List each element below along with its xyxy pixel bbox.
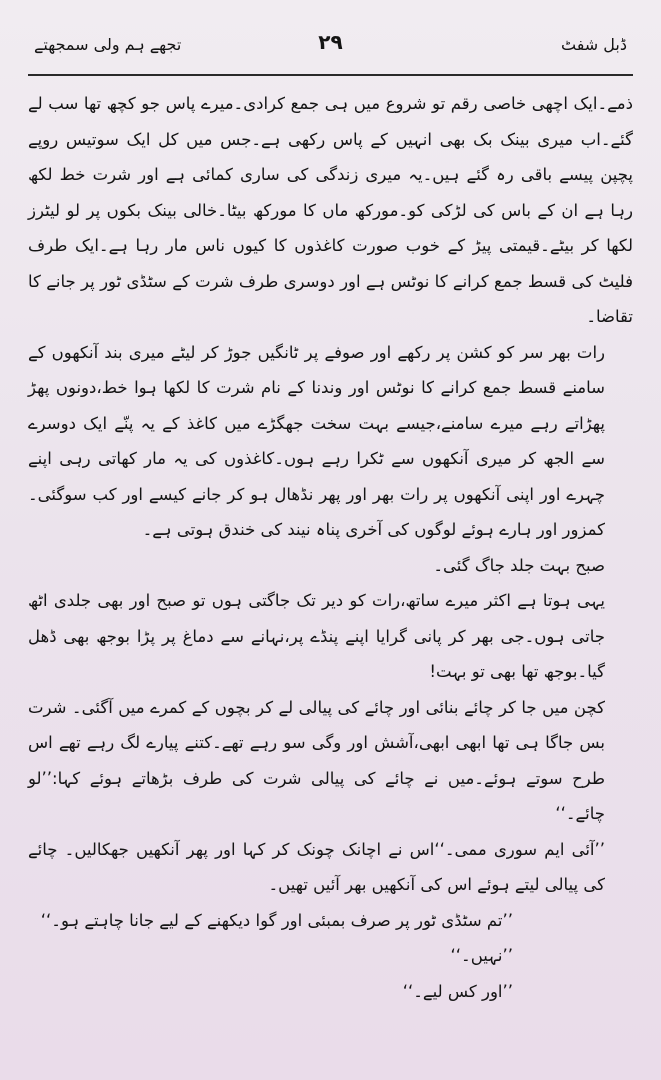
paragraph: صبح بہت جلد جاگ گئی۔	[433, 555, 605, 575]
paragraph: ’’آئی ایم سوری ممی۔‘‘اس نے اچانک چونک کر کہا اور پھر آنکھیں جھکالیں۔ چائے کی پیالی لیتے ہوئے اس کی آنکھیں بھر آئیں تھیں۔	[28, 839, 605, 894]
page-number: ۲۹	[318, 30, 343, 54]
chapter-title: تجھے ہم ولی سمجھتے	[34, 35, 182, 54]
page-header	[28, 30, 633, 76]
paragraph: یہی ہوتا ہے اکثر میرے ساتھ،رات کو دیر تک جاگتی ہوں تو صبح اور بھی جلدی اٹھ جاتی ہوں۔جی بھر کر پانی گرایا اپنے پنڈے پر،نہانے سے دماغ پر پڑا بوجھ بھی ڈھل گیا۔بوجھ تھا بھی تو بہت!	[28, 591, 605, 681]
paragraph: ذمے۔ایک اچھی خاصی رقم تو شروع میں ہی جمع کرادی۔میرے پاس جو کچھ تھا سب لے گئے۔اب میری بینک بک بھی انہیں کے پاس رکھی ہے۔جس میں کل ایک سوتیس روپے پچپن پیسے باقی رہ گئے ہیں۔یہ میری زندگی کی ساری کمائی ہے اور شرت خط لکھ رہا ہے ان کے باس کی لڑکی کو۔مورکھ ماں کا مورکھ بیٹا۔خالی بینک بکوں پر لو لیٹرز لکھا کر بیٹے۔قیمتی پیڑ کے خوب صورت کاغذوں کا کیوں ناس مار رہا ہے۔ایک طرف فلیٹ کی قسط جمع کرانے کا نوٹس ہے اور دوسری طرف شرت کے سٹڈی ٹور پر جانے کا تقاضا۔	[28, 94, 633, 326]
dialogue-line: ’’اور کس لیے۔‘‘	[402, 981, 513, 1001]
page-body	[28, 86, 633, 1009]
book-title: ڈبل شفٹ	[561, 35, 627, 54]
dialogue-line: ’’تم سٹڈی ٹور پر صرف بمبئی اور گوا دیکھنے کے لیے جانا چاہتے ہو۔‘‘	[40, 910, 513, 930]
paragraph: رات بھر سر کو کشن پر رکھے اور صوفے پر ٹانگیں جوڑ کر لیٹے میری بند آنکھوں کے سامنے قسط جمع کرانے کا نوٹس اور وندنا کے نام شرت کا لکھا ہوا خط،دونوں پھڑ پھڑاتے رہے میرے سامنے،جیسے بہت سخت جھگڑے میں کاغذ کے یہ پنّے ایک دوسرے سے الجھ کر میری آنکھوں سے ٹکرا رہے ہوں۔کاغذوں کی یہ مار کھاتی رہی اپنے چہرے اور اپنی آنکھوں پر رات بھر اور پھر نڈھال ہو کر جانے کیسے اور کب سوگئی۔کمزور اور ہارے ہوئے لوگوں کی آخری پناہ نیند کی خندق ہوتی ہے۔	[28, 342, 605, 539]
dialogue-line: ’’نہیں۔‘‘	[450, 946, 513, 965]
paragraph: کچن میں جا کر چائے بنائی اور چائے کی پیالی لے کر بچوں کے کمرے میں آگئی۔ شرت بس جاگا ہی تھا ابھی ابھی،آشش اور وگی سو رہے تھے۔کتنے پیارے لگ رہے تھے اس طرح سوتے ہوئے۔میں نے چائے کی پیالی شرت کی طرف بڑھاتے ہوئے کہا:’’لو چائے۔‘‘	[28, 697, 605, 823]
